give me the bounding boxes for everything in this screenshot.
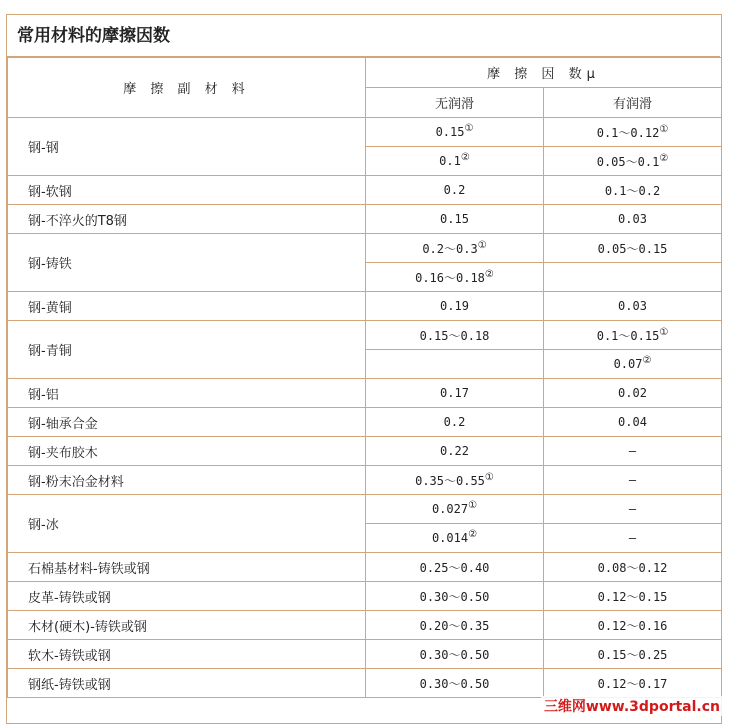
material-cell: 软木-铸铁或钢 [8, 640, 366, 669]
table-row [8, 669, 722, 698]
table-row [8, 118, 722, 147]
table-row [8, 611, 722, 640]
dry-value-cell [366, 611, 544, 640]
dry-value-cell [366, 466, 544, 495]
dry-value-cell [366, 205, 544, 234]
dry-value-cell [366, 118, 544, 147]
dry-value: 0.15～0.18 [419, 328, 490, 343]
lubricated-value-cell [544, 437, 722, 466]
dry-value: 0.16～0.18 [415, 270, 485, 285]
material-cell: 钢-粉末冶金材料 [8, 466, 366, 495]
table-row [8, 234, 722, 263]
lubricated-value: — [628, 531, 637, 545]
material-cell: 木材(硬木)-铸铁或钢 [8, 611, 366, 640]
lubricated-value-cell [544, 408, 722, 437]
dry-value: 0.2 [443, 415, 466, 429]
lubricated-value: 0.12～0.16 [597, 618, 668, 633]
table-row [8, 582, 722, 611]
lubricated-value-cell [544, 466, 722, 495]
lubricated-value-cell [544, 379, 722, 408]
dry-value-cell [366, 582, 544, 611]
lubricated-value: — [628, 444, 637, 458]
lubricated-value-cell [544, 234, 722, 263]
dry-value-cell [366, 350, 544, 379]
dry-value-cell [366, 379, 544, 408]
lubricated-value: 0.1～0.12 [596, 125, 660, 140]
footnote-marker: ① [484, 471, 494, 483]
lubricated-value: 0.1～0.15 [596, 328, 660, 343]
dry-value: 0.30～0.50 [419, 647, 490, 662]
dry-value: 0.30～0.50 [419, 589, 490, 604]
table-row [8, 379, 722, 408]
dry-value: 0.2～0.3 [422, 241, 478, 256]
header-material: 摩 擦 副 材 料 [8, 58, 366, 118]
material-cell: 钢-夹布胶木 [8, 437, 366, 466]
table-row [8, 205, 722, 234]
dry-value: 0.19 [440, 299, 469, 313]
lubricated-value: 0.07 [613, 357, 643, 371]
lubricated-value-cell [544, 350, 722, 379]
friction-table [7, 57, 722, 698]
material-cell: 钢-黄铜 [8, 292, 366, 321]
dry-value: 0.027 [431, 502, 469, 516]
material-cell: 钢-不淬火的T8钢 [8, 205, 366, 234]
table-row [8, 640, 722, 669]
lubricated-value-cell [544, 292, 722, 321]
material-cell: 皮革-铸铁或钢 [8, 582, 366, 611]
dry-value: 0.35～0.55 [415, 473, 485, 488]
table-row [8, 553, 722, 582]
lubricated-value: 0.15～0.25 [597, 647, 668, 662]
footnote-marker: ① [659, 326, 669, 338]
dry-value: 0.25～0.40 [419, 560, 490, 575]
dry-value-cell [366, 147, 544, 176]
lubricated-value: 0.05～0.1 [596, 154, 660, 169]
lubricated-value: 0.12～0.15 [597, 589, 668, 604]
lubricated-value: 0.1～0.2 [604, 183, 661, 198]
lubricated-value: — [628, 473, 637, 487]
page-title: 常用材料的摩擦因数 [7, 15, 720, 57]
lubricated-value: 0.08～0.12 [597, 560, 668, 575]
lubricated-value-cell [544, 524, 722, 553]
lubricated-value-cell [544, 611, 722, 640]
material-cell: 钢-钢 [8, 118, 366, 176]
footnote-marker: ② [659, 152, 669, 164]
lubricated-value-cell [544, 669, 722, 698]
header-lubricated: 有润滑 [544, 88, 722, 118]
footnote-marker: ① [477, 239, 487, 251]
lubricated-value-cell [544, 147, 722, 176]
lubricated-value-cell [544, 205, 722, 234]
lubricated-value: 0.03 [618, 212, 647, 226]
lubricated-value-cell [544, 553, 722, 582]
dry-value-cell [366, 292, 544, 321]
table-row [8, 495, 722, 524]
dry-value-cell [366, 437, 544, 466]
lubricated-value-cell [544, 321, 722, 350]
dry-value-cell [366, 524, 544, 553]
lubricated-value: 0.12～0.17 [597, 676, 668, 691]
material-cell: 钢-铸铁 [8, 234, 366, 292]
dry-value-cell [366, 495, 544, 524]
material-cell: 钢-软钢 [8, 176, 366, 205]
footnote-marker: ② [468, 529, 478, 540]
table-row [8, 437, 722, 466]
footnote-marker: ② [484, 268, 494, 280]
table-row [8, 466, 722, 495]
lubricated-value: 0.05～0.15 [597, 241, 668, 256]
lubricated-value-cell [544, 640, 722, 669]
footnote-marker: ② [642, 355, 652, 366]
lubricated-value-cell [544, 176, 722, 205]
dry-value: 0.2 [443, 183, 466, 197]
table-row [8, 408, 722, 437]
lubricated-value: 0.02 [618, 386, 647, 400]
lubricated-value-cell [544, 495, 722, 524]
footnote-marker: ① [464, 123, 474, 134]
site-watermark: 三维网www.3dportal.cn [541, 696, 723, 716]
material-cell: 钢-青铜 [8, 321, 366, 379]
lubricated-value-cell [544, 582, 722, 611]
dry-value-cell [366, 553, 544, 582]
dry-value-cell [366, 408, 544, 437]
material-cell: 钢-轴承合金 [8, 408, 366, 437]
lubricated-value: 0.03 [618, 299, 647, 313]
material-cell: 钢-冰 [8, 495, 366, 553]
lubricated-value-cell [544, 263, 722, 292]
dry-value: 0.30～0.50 [419, 676, 490, 691]
dry-value-cell [366, 234, 544, 263]
dry-value-cell [366, 176, 544, 205]
lubricated-value-cell [544, 118, 722, 147]
material-cell: 石棉基材料-铸铁或钢 [8, 553, 366, 582]
dry-value-cell [366, 263, 544, 292]
table-row [8, 292, 722, 321]
dry-value: 0.17 [440, 386, 469, 400]
footnote-marker: ① [659, 123, 669, 135]
table-row [8, 321, 722, 350]
dry-value: 0.15 [440, 212, 469, 226]
dry-value: 0.1 [439, 154, 461, 168]
footnote-marker: ② [460, 152, 470, 163]
dry-value: 0.014 [431, 531, 469, 545]
dry-value: 0.22 [440, 444, 469, 458]
dry-value: 0.20～0.35 [419, 618, 490, 633]
lubricated-value: 0.04 [618, 415, 647, 429]
header-dry: 无润滑 [366, 88, 544, 118]
dry-value: 0.15 [435, 125, 465, 139]
dry-value-cell [366, 640, 544, 669]
table-row [8, 176, 722, 205]
dry-value-cell [366, 669, 544, 698]
dry-value-cell [366, 321, 544, 350]
lubricated-value: — [628, 502, 637, 516]
footnote-marker: ① [468, 500, 478, 511]
material-cell: 钢纸-铸铁或钢 [8, 669, 366, 698]
header-coefficient: 摩 擦 因 数μ [366, 58, 722, 88]
material-cell: 钢-铝 [8, 379, 366, 408]
